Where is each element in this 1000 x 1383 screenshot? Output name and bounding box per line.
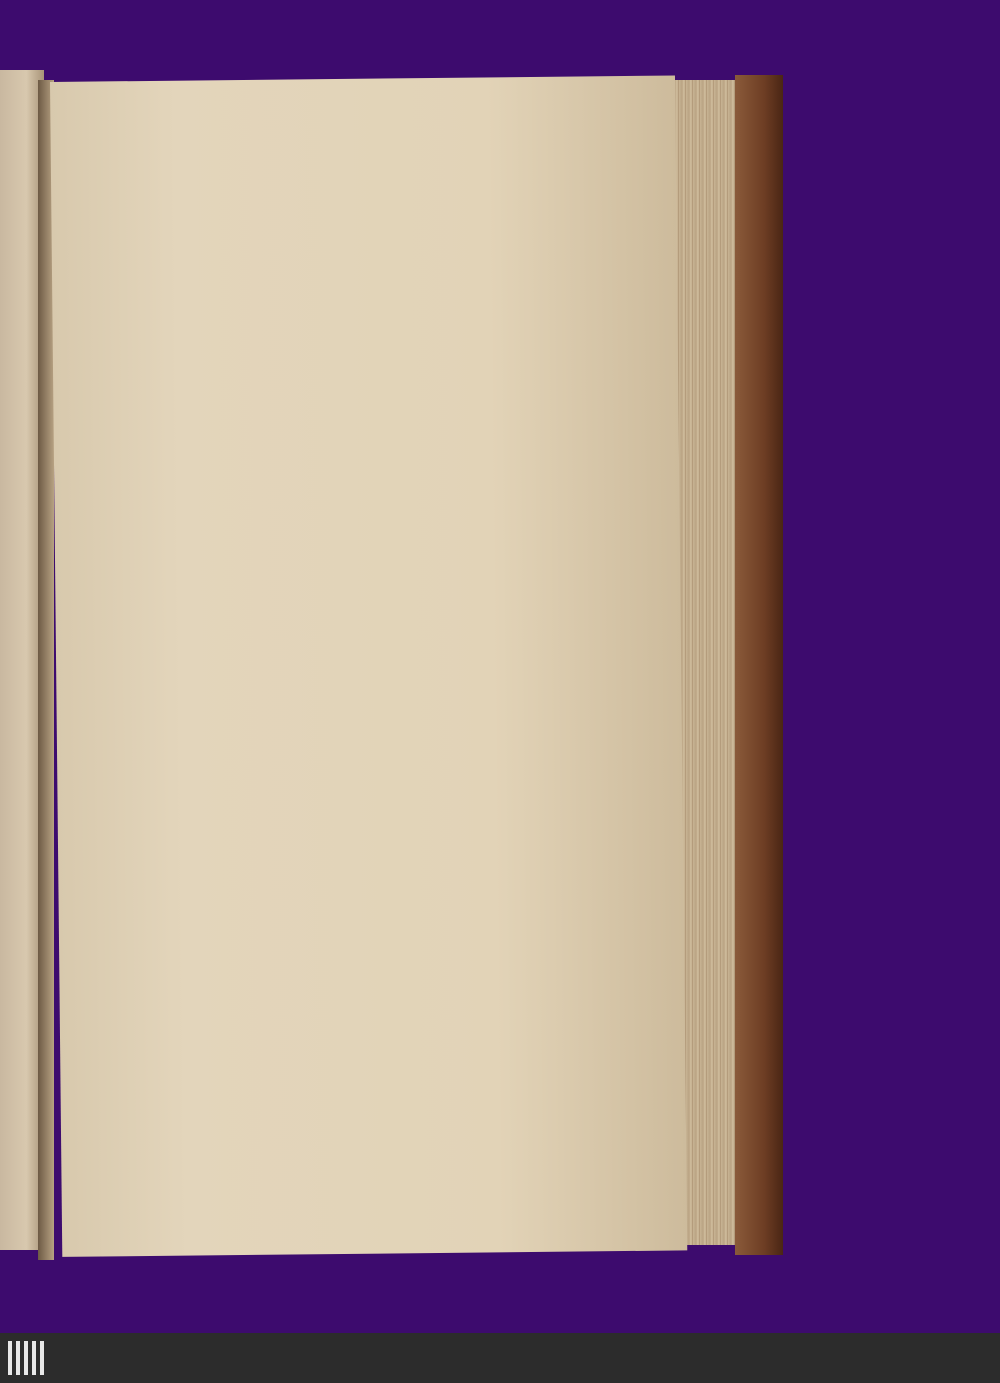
top-paragraph (50, 75, 675, 82)
paragraph-1 (50, 75, 675, 82)
book-page (50, 75, 687, 1256)
paragraph-2 (50, 75, 675, 82)
book-cover-edge (735, 75, 783, 1255)
library-logo-icon (8, 1341, 44, 1375)
library-footer (0, 1333, 1000, 1383)
